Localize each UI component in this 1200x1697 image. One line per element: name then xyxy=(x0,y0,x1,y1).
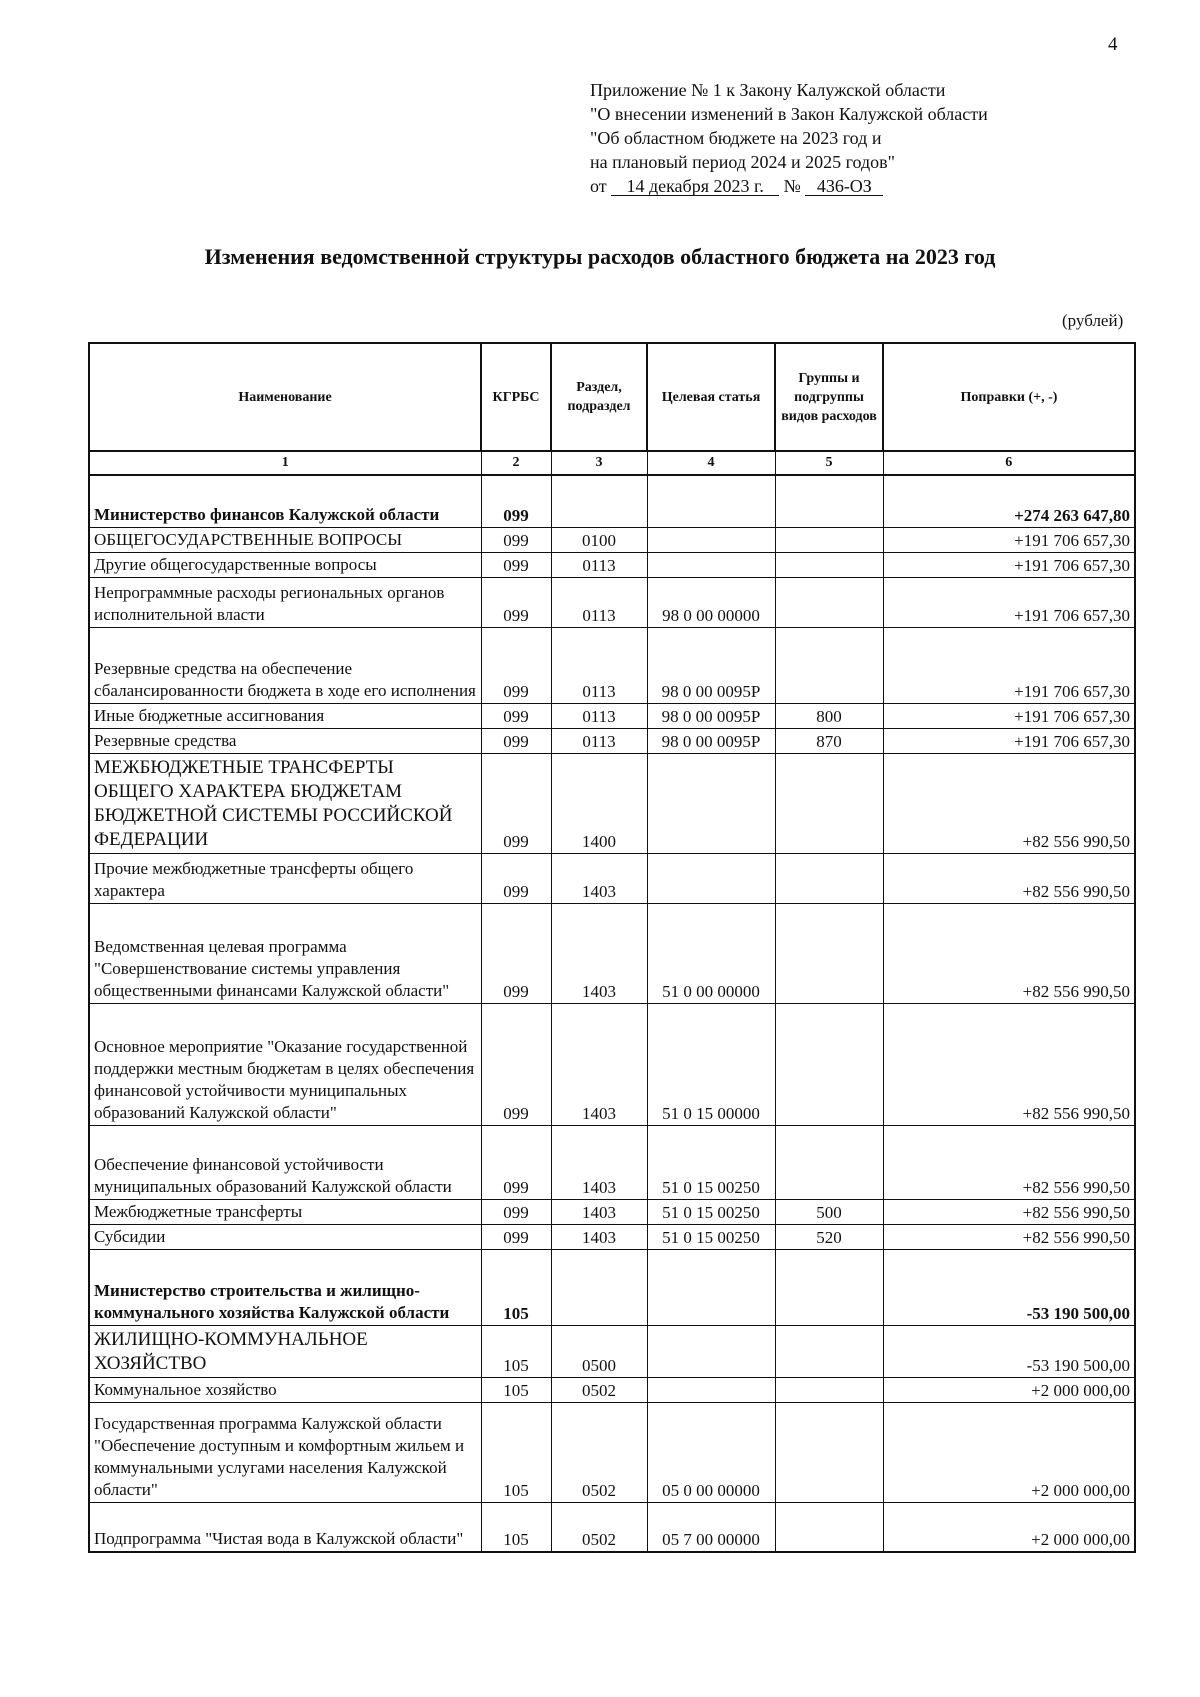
header-amendments: Поправки (+, -) xyxy=(883,343,1135,451)
row-group xyxy=(775,853,883,903)
row-section: 1400 xyxy=(551,753,647,853)
row-kgrbs: 105 xyxy=(481,1377,551,1402)
row-section: 0113 xyxy=(551,552,647,577)
table-row xyxy=(89,1402,1135,1502)
row-group xyxy=(775,1325,883,1377)
row-kgrbs: 099 xyxy=(481,903,551,1003)
row-section: 0502 xyxy=(551,1377,647,1402)
row-name: Прочие межбюджетные трансферты общего характера xyxy=(89,853,481,903)
row-group xyxy=(775,527,883,552)
table-row xyxy=(89,1502,1135,1552)
row-name: Подпрограмма "Чистая вода в Калужской области" xyxy=(89,1502,481,1552)
row-amount: +82 556 990,50 xyxy=(883,853,1135,903)
row-section: 0100 xyxy=(551,527,647,552)
row-group xyxy=(775,1125,883,1199)
row-section: 0502 xyxy=(551,1402,647,1502)
table-row xyxy=(89,475,1135,527)
table-row xyxy=(89,753,1135,853)
row-name: Коммунальное хозяйство xyxy=(89,1377,481,1402)
row-kgrbs: 099 xyxy=(481,1125,551,1199)
table-row xyxy=(89,1199,1135,1224)
row-target: 05 0 00 00000 xyxy=(647,1402,775,1502)
row-amount: +82 556 990,50 xyxy=(883,753,1135,853)
row-name: Резервные средства на обеспечение сбалансированности бюджета в ходе его исполнения xyxy=(89,627,481,703)
row-kgrbs: 105 xyxy=(481,1402,551,1502)
table-row xyxy=(89,627,1135,703)
table-row xyxy=(89,903,1135,1003)
row-name: ЖИЛИЩНО-КОММУНАЛЬНОЕ ХОЗЯЙСТВО xyxy=(89,1325,481,1377)
row-target: 98 0 00 0095Р xyxy=(647,627,775,703)
row-name: ОБЩЕГОСУДАРСТВЕННЫЕ ВОПРОСЫ xyxy=(89,527,481,552)
row-kgrbs: 105 xyxy=(481,1249,551,1325)
page-number: 4 xyxy=(1108,34,1118,55)
row-amount: +274 263 647,80 xyxy=(883,475,1135,527)
table-row xyxy=(89,1325,1135,1377)
row-group: 870 xyxy=(775,728,883,753)
row-name: Непрограммные расходы региональных органов исполнительной власти xyxy=(89,577,481,627)
row-kgrbs: 099 xyxy=(481,475,551,527)
row-group xyxy=(775,1502,883,1552)
row-target: 51 0 15 00250 xyxy=(647,1125,775,1199)
row-amount: +82 556 990,50 xyxy=(883,903,1135,1003)
row-amount: +2 000 000,00 xyxy=(883,1502,1135,1552)
row-kgrbs: 099 xyxy=(481,703,551,728)
table-row xyxy=(89,1125,1135,1199)
appendix-header xyxy=(590,78,988,198)
row-kgrbs: 105 xyxy=(481,1502,551,1552)
table-row xyxy=(89,552,1135,577)
row-name: Другие общегосударственные вопросы xyxy=(89,552,481,577)
row-kgrbs: 099 xyxy=(481,627,551,703)
row-group xyxy=(775,1249,883,1325)
row-target xyxy=(647,753,775,853)
table-row xyxy=(89,1249,1135,1325)
table-row xyxy=(89,853,1135,903)
row-amount: -53 190 500,00 xyxy=(883,1249,1135,1325)
header-section: Раздел, подраздел xyxy=(551,343,647,451)
budget-table xyxy=(88,342,1136,1553)
row-group xyxy=(775,903,883,1003)
row-group xyxy=(775,577,883,627)
row-kgrbs: 099 xyxy=(481,552,551,577)
row-section: 0113 xyxy=(551,627,647,703)
row-amount: +2 000 000,00 xyxy=(883,1377,1135,1402)
row-target xyxy=(647,552,775,577)
table-row xyxy=(89,728,1135,753)
row-section: 0502 xyxy=(551,1502,647,1552)
column-number: 1 xyxy=(89,451,481,475)
units-label: (рублей) xyxy=(1062,311,1124,330)
appendix-line-1: Приложение № 1 к Закону Калужской области xyxy=(590,80,946,100)
row-target xyxy=(647,853,775,903)
appendix-line-2: "О внесении изменений в Закон Калужской области xyxy=(590,104,988,124)
row-kgrbs: 099 xyxy=(481,577,551,627)
row-section: 1403 xyxy=(551,903,647,1003)
row-name: МЕЖБЮДЖЕТНЫЕ ТРАНСФЕРТЫ ОБЩЕГО ХАРАКТЕРА БЮДЖЕТАМ БЮДЖЕТНОЙ СИСТЕМЫ РОССИЙСКОЙ ФЕДЕРАЦИИ xyxy=(89,753,481,853)
row-kgrbs: 099 xyxy=(481,728,551,753)
row-kgrbs: 099 xyxy=(481,1199,551,1224)
row-name: Ведомственная целевая программа "Совершенствование системы управления общественными финансами Калужской области" xyxy=(89,903,481,1003)
table-row xyxy=(89,527,1135,552)
row-section: 0113 xyxy=(551,703,647,728)
row-group xyxy=(775,552,883,577)
row-amount: +82 556 990,50 xyxy=(883,1003,1135,1125)
row-group: 800 xyxy=(775,703,883,728)
row-group: 500 xyxy=(775,1199,883,1224)
row-target: 05 7 00 00000 xyxy=(647,1502,775,1552)
row-amount: +191 706 657,30 xyxy=(883,627,1135,703)
row-amount: +82 556 990,50 xyxy=(883,1224,1135,1249)
row-amount: +191 706 657,30 xyxy=(883,527,1135,552)
law-number: 436-ОЗ xyxy=(805,177,883,196)
row-name: Министерство финансов Калужской области xyxy=(89,475,481,527)
row-group xyxy=(775,753,883,853)
row-target: 51 0 15 00250 xyxy=(647,1199,775,1224)
column-number: 6 xyxy=(883,451,1135,475)
row-section: 1403 xyxy=(551,1003,647,1125)
row-amount: +191 706 657,30 xyxy=(883,577,1135,627)
row-amount: +82 556 990,50 xyxy=(883,1125,1135,1199)
row-section: 0113 xyxy=(551,728,647,753)
header-target: Целевая статья xyxy=(647,343,775,451)
row-target xyxy=(647,475,775,527)
row-amount: +82 556 990,50 xyxy=(883,1199,1135,1224)
row-name: Субсидии xyxy=(89,1224,481,1249)
row-amount: +2 000 000,00 xyxy=(883,1402,1135,1502)
row-name: Иные бюджетные ассигнования xyxy=(89,703,481,728)
appendix-date-line xyxy=(590,174,988,198)
header-kgrbs: КГРБС xyxy=(481,343,551,451)
row-section: 0113 xyxy=(551,577,647,627)
row-name: Резервные средства xyxy=(89,728,481,753)
row-amount: +191 706 657,30 xyxy=(883,552,1135,577)
row-target xyxy=(647,1249,775,1325)
column-number: 4 xyxy=(647,451,775,475)
row-section: 1403 xyxy=(551,1224,647,1249)
row-group xyxy=(775,1003,883,1125)
table-row xyxy=(89,1224,1135,1249)
row-target: 51 0 15 00000 xyxy=(647,1003,775,1125)
row-target: 98 0 00 00000 xyxy=(647,577,775,627)
law-date: 14 декабря 2023 г. xyxy=(611,177,779,196)
row-section: 1403 xyxy=(551,1125,647,1199)
table-row xyxy=(89,577,1135,627)
row-name: Министерство строительства и жилищно-коммунального хозяйства Калужской области xyxy=(89,1249,481,1325)
row-target xyxy=(647,1325,775,1377)
column-number: 3 xyxy=(551,451,647,475)
row-amount: -53 190 500,00 xyxy=(883,1325,1135,1377)
row-group: 520 xyxy=(775,1224,883,1249)
row-group xyxy=(775,627,883,703)
row-group xyxy=(775,475,883,527)
table-row xyxy=(89,703,1135,728)
row-target: 98 0 00 0095Р xyxy=(647,703,775,728)
row-kgrbs: 099 xyxy=(481,753,551,853)
appendix-line-3: "Об областном бюджете на 2023 год и xyxy=(590,128,882,148)
row-name: Межбюджетные трансферты xyxy=(89,1199,481,1224)
row-kgrbs: 099 xyxy=(481,1224,551,1249)
number-prefix: № xyxy=(783,176,801,196)
table-row xyxy=(89,1377,1135,1402)
row-section xyxy=(551,475,647,527)
column-number: 5 xyxy=(775,451,883,475)
row-group xyxy=(775,1377,883,1402)
document-title: Изменения ведомственной структуры расходов областного бюджета на 2023 год xyxy=(204,244,996,269)
row-kgrbs: 099 xyxy=(481,527,551,552)
row-target xyxy=(647,1377,775,1402)
row-name: Основное мероприятие "Оказание государственной поддержки местным бюджетам в целях обеспечения финансовой устойчивости муниципальных образований Калужской области" xyxy=(89,1003,481,1125)
header-name: Наименование xyxy=(89,343,481,451)
row-group xyxy=(775,1402,883,1502)
row-amount: +191 706 657,30 xyxy=(883,703,1135,728)
row-target: 51 0 00 00000 xyxy=(647,903,775,1003)
appendix-line-4: на плановый период 2024 и 2025 годов" xyxy=(590,152,896,172)
table-row xyxy=(89,1003,1135,1125)
row-name: Обеспечение финансовой устойчивости муниципальных образований Калужской области xyxy=(89,1125,481,1199)
row-name: Государственная программа Калужской области "Обеспечение доступным и комфортным жильем и коммунальными услугами населения Калужской области" xyxy=(89,1402,481,1502)
row-section: 1403 xyxy=(551,853,647,903)
row-section xyxy=(551,1249,647,1325)
row-target: 51 0 15 00250 xyxy=(647,1224,775,1249)
row-kgrbs: 105 xyxy=(481,1325,551,1377)
header-groups: Группы и подгруппы видов расходов xyxy=(775,343,883,451)
row-section: 1403 xyxy=(551,1199,647,1224)
date-prefix: от xyxy=(590,176,607,196)
row-target: 98 0 00 0095Р xyxy=(647,728,775,753)
row-kgrbs: 099 xyxy=(481,1003,551,1125)
row-section: 0500 xyxy=(551,1325,647,1377)
column-number: 2 xyxy=(481,451,551,475)
row-amount: +191 706 657,30 xyxy=(883,728,1135,753)
row-target xyxy=(647,527,775,552)
row-kgrbs: 099 xyxy=(481,853,551,903)
